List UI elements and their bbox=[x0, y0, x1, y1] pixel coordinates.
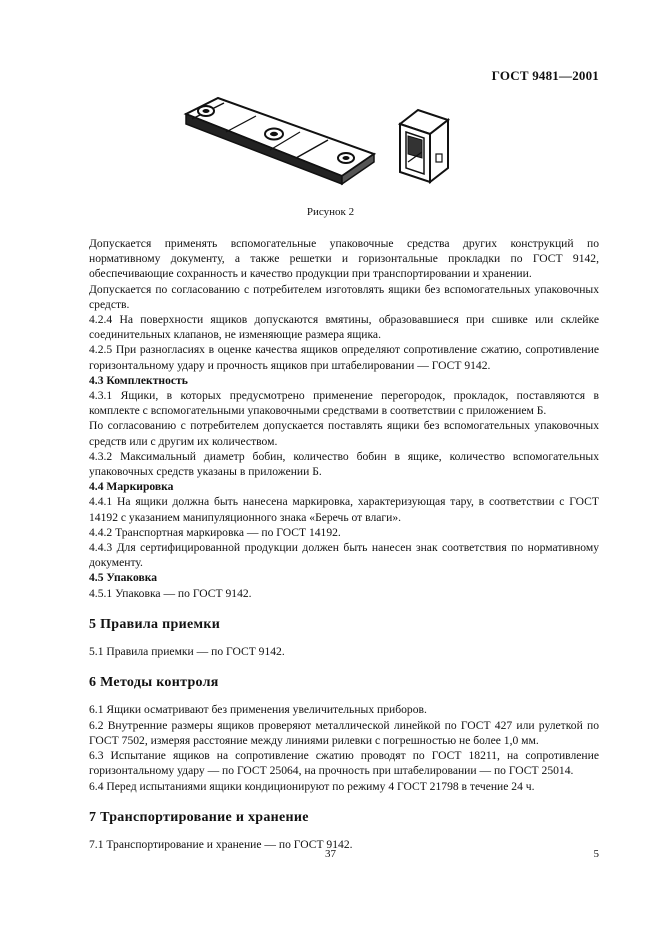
paragraph: 4.4.2 Транспортная маркировка — по ГОСТ 14192. bbox=[89, 525, 341, 539]
paragraph: 6.3 Испытание ящиков на сопротивление сжатию проводят по ГОСТ 18211, на сопротивление горизонтальному удару — по ГОСТ 25064, на прочность при штабелировании — по ГОСТ 25014. bbox=[89, 749, 599, 778]
page-number-center: 37 bbox=[325, 848, 336, 860]
subsection-title: 4.5 Упаковка bbox=[89, 571, 158, 585]
subsection-title: 4.3 Комплектность bbox=[89, 373, 188, 387]
plate-drawing bbox=[178, 94, 378, 194]
paragraph: По согласованию с потребителем допускается поставлять ящики без вспомогательных упаковочных средств или с другим их количеством. bbox=[89, 419, 599, 448]
document-body bbox=[89, 236, 599, 852]
page-number-right: 5 bbox=[593, 848, 599, 860]
paragraph: 4.3.2 Максимальный диаметр бобин, количество бобин в ящике, количество вспомогательных упаковочных средств указаны в приложении Б. bbox=[89, 449, 599, 479]
section-title: 5 Правила приемки bbox=[89, 616, 221, 632]
figure-caption: Рисунок 2 bbox=[306, 206, 355, 218]
paragraph: 5.1 Правила приемки — по ГОСТ 9142. bbox=[89, 645, 285, 659]
document-code: ГОСТ 9481—2001 bbox=[491, 68, 599, 83]
subsection-title: 4.4 Маркировка bbox=[89, 480, 174, 494]
paragraph: 4.5.1 Упаковка — по ГОСТ 9142. bbox=[89, 586, 252, 600]
paragraph: 4.2.4 На поверхности ящиков допускаются вмятины, образовавшиеся при сшивке или склейке соединительных клапанов, не изменяющие размера ящика. bbox=[89, 313, 599, 342]
paragraph: 7.1 Транспортирование и хранение — по ГОСТ 9142. bbox=[89, 837, 353, 851]
paragraph: Допускается по согласованию с потребителем изготовлять ящики без вспомогательных упаковочных средств. bbox=[89, 282, 599, 311]
paragraph: 4.3.1 Ящики, в которых предусмотрено применение перегородок, прокладок, поставляются в комплекте с вспомогательными упаковочными средствами в соответствии с приложением Б. bbox=[89, 389, 599, 418]
section-title: 7 Транспортирование и хранение bbox=[89, 809, 309, 825]
paragraph: Допускается применять вспомогательные упаковочные средства других конструкций по нормативному документу, а также решетки и горизонтальные прокладки по ГОСТ 9142, обеспечивающие сохранность и качество продукции при транспортировании и хранении. bbox=[89, 237, 599, 281]
box-insert-drawing bbox=[394, 102, 454, 186]
paragraph: 4.4.1 На ящики должна быть нанесена маркировка, характеризующая тару, в соответствии с ГОСТ 14192 с указанием манипуляционного знака «Беречь от влаги». bbox=[89, 495, 599, 524]
paragraph: 4.2.5 При разногласиях в оценке качества ящиков определяют сопротивление сжатию, сопротивление горизонтальному удару и прочность ящиков при штабелировании — ГОСТ 9142. bbox=[89, 343, 599, 372]
section-title: 6 Методы контроля bbox=[89, 675, 219, 691]
paragraph: 6.1 Ящики осматривают без применения увеличительных приборов. bbox=[89, 703, 427, 717]
paragraph: 6.2 Внутренние размеры ящиков проверяют металлической линейкой по ГОСТ 427 или рулеткой по ГОСТ 7502, измеряя расстояние между линиями рилевки с погрешностью не более 1,0 мм. bbox=[89, 718, 599, 747]
figure-2 bbox=[0, 94, 661, 200]
paragraph: 4.4.3 Для сертифицированной продукции должен быть нанесен знак соответствия по нормативному документу. bbox=[89, 541, 599, 570]
paragraph: 6.4 Перед испытаниями ящики кондиционируют по режиму 4 ГОСТ 21798 в течение 24 ч. bbox=[89, 779, 535, 793]
